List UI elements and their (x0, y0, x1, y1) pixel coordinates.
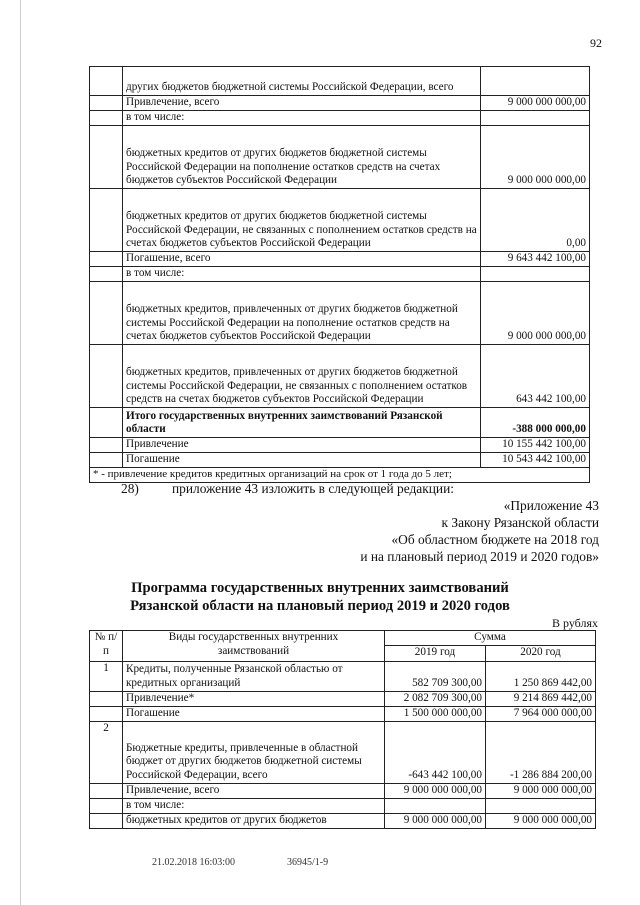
table-row (90, 453, 590, 468)
row-2020: 9 214 869 442,00 (486, 691, 596, 706)
row-text: Привлечение, всего (123, 96, 481, 111)
row-text: Привлечение, всего (123, 783, 385, 798)
table-row (90, 67, 590, 96)
appendix-line: и на плановый период 2019 и 2020 годов» (360, 549, 599, 564)
row-value (481, 267, 590, 282)
program-title-line1: Программа государственных внутренних заимствований (131, 580, 509, 596)
header-2020: 2020 год (486, 645, 596, 661)
footer-datetime: 21.02.2018 16:03:00 (152, 857, 236, 868)
row-2019: 2 082 709 300,00 (385, 691, 486, 706)
borrowing-table-2018 (89, 66, 590, 483)
footer-doc-id: 36945/1-9 (287, 857, 329, 868)
row-2019 (385, 798, 486, 813)
scan-margin-line (20, 0, 21, 905)
amendment-number: 28) (121, 481, 139, 496)
table-row (90, 189, 590, 252)
row-text: Бюджетные кредиты, привлеченные в областной бюджет от других бюджетов бюджетной системы Российской Федерации, всего (123, 721, 385, 783)
row-num (90, 798, 123, 813)
header-num: № п/п (90, 631, 123, 662)
footnote: * - привлечение кредитов кредитных организаций на срок от 1 года до 5 лет; (90, 468, 590, 483)
table-row (90, 345, 590, 408)
row-text: бюджетных кредитов, привлеченных от других бюджетов бюджетной системы Российской Федерации на пополнение остатков средств на счетах бюджетов субъектов Российской Федерации (123, 282, 481, 345)
table-row (90, 721, 596, 783)
table-row (90, 252, 590, 267)
row-text: бюджетных кредитов от других бюджетов бюджетной системы Российской Федерации на пополнение остатков средств на счетах бюджетов субъектов Российской Федерации (123, 126, 481, 189)
row-text: бюджетных кредитов, привлеченных от других бюджетов бюджетной системы Российской Федерации, не связанных с пополнением остатков средств на счетах бюджетов субъектов Российской Федерации (123, 345, 481, 408)
row-2019: 9 000 000 000,00 (385, 813, 486, 828)
appendix-line: «Об областном бюджете на 2018 год (391, 532, 599, 547)
row-2020: 7 964 000 000,00 (486, 706, 596, 721)
row-num (90, 691, 123, 706)
row-num (90, 813, 123, 828)
row-text: в том числе: (123, 798, 385, 813)
table-row (90, 267, 590, 282)
row-2020: 9 000 000 000,00 (486, 813, 596, 828)
page-number: 92 (590, 36, 602, 50)
table-row (90, 706, 596, 721)
row-text: Привлечение (123, 438, 481, 453)
row-2019: -643 442 100,00 (385, 721, 486, 783)
row-text: бюджетных кредитов от других бюджетов (123, 813, 385, 828)
table-row (90, 661, 596, 691)
row-value: 9 000 000 000,00 (481, 96, 590, 111)
row-value: -388 000 000,00 (481, 408, 590, 438)
header-kind: Виды государственных внутренних заимствований (123, 631, 385, 662)
row-2020: 9 000 000 000,00 (486, 783, 596, 798)
table-row (90, 282, 590, 345)
units-label: В рублях (551, 616, 598, 630)
row-value (481, 67, 590, 96)
row-value: 9 000 000 000,00 (481, 282, 590, 345)
row-text: Погашение (123, 706, 385, 721)
borrowing-program-table (89, 630, 596, 829)
table-row (90, 438, 590, 453)
row-value: 10 543 442 100,00 (481, 453, 590, 468)
row-2019: 9 000 000 000,00 (385, 783, 486, 798)
row-num: 2 (90, 721, 123, 783)
appendix-line: «Приложение 43 (503, 498, 599, 513)
row-2019: 1 500 000 000,00 (385, 706, 486, 721)
table-header-row (90, 631, 596, 646)
table-row-total (90, 408, 590, 438)
header-2019: 2019 год (385, 645, 486, 661)
header-sum: Сумма (385, 631, 596, 646)
row-text: Погашение, всего (123, 252, 481, 267)
row-text: других бюджетов бюджетной системы Российской Федерации, всего (123, 67, 481, 96)
row-2020: -1 286 884 200,00 (486, 721, 596, 783)
row-value: 643 442 100,00 (481, 345, 590, 408)
row-text: Погашение (123, 453, 481, 468)
table-row (90, 96, 590, 111)
row-2020 (486, 798, 596, 813)
table-row (90, 813, 596, 828)
table-row (90, 783, 596, 798)
table-row (90, 126, 590, 189)
row-text: в том числе: (123, 111, 481, 126)
row-value (481, 111, 590, 126)
row-text: Кредиты, полученные Рязанской областью от кредитных организаций (123, 661, 385, 691)
row-value: 0,00 (481, 189, 590, 252)
appendix-line: к Закону Рязанской области (441, 515, 599, 530)
row-text: Привлечение* (123, 691, 385, 706)
program-title-line2: Рязанской области на плановый период 2019 и 2020 годов (130, 598, 510, 614)
table-row (90, 798, 596, 813)
row-2019: 582 709 300,00 (385, 661, 486, 691)
row-text: бюджетных кредитов от других бюджетов бюджетной системы Российской Федерации, не связанных с пополнением остатков средств на счетах бюджетов субъектов Российской Федерации (123, 189, 481, 252)
row-num: 1 (90, 661, 123, 691)
row-value: 10 155 442 100,00 (481, 438, 590, 453)
row-num (90, 783, 123, 798)
row-text: Итого государственных внутренних заимствований Рязанской области (123, 408, 481, 438)
row-text: в том числе: (123, 267, 481, 282)
row-value: 9 000 000 000,00 (481, 126, 590, 189)
table-row (90, 691, 596, 706)
row-num (90, 706, 123, 721)
table-row (90, 111, 590, 126)
row-value: 9 643 442 100,00 (481, 252, 590, 267)
amendment-text: приложение 43 изложить в следующей редакции: (172, 481, 454, 496)
appendix-header (360, 497, 599, 565)
row-2020: 1 250 869 442,00 (486, 661, 596, 691)
